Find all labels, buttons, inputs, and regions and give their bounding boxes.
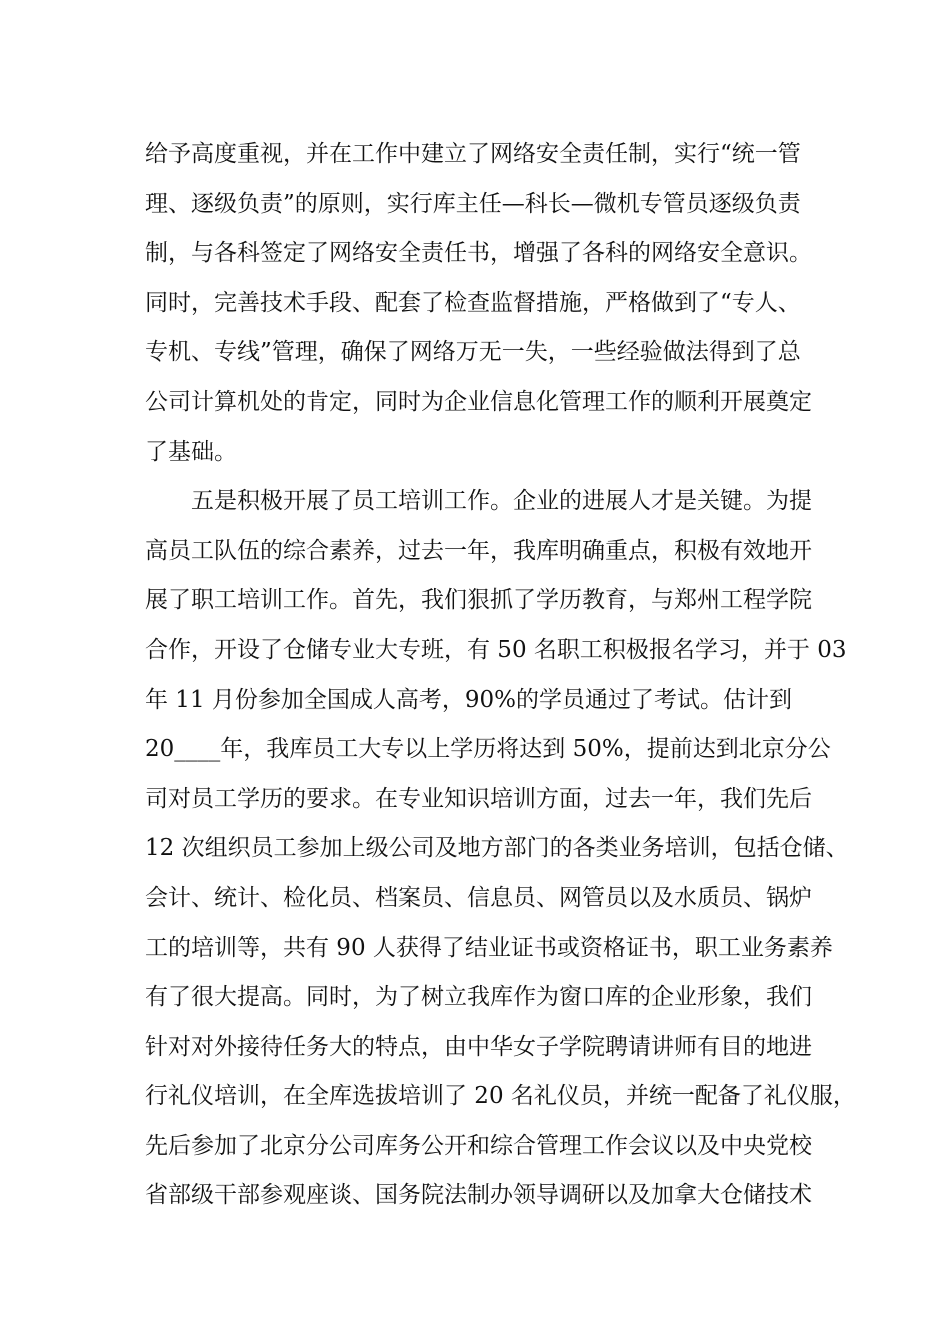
text-line: 12 次组织员工参加上级公司及地方部门的各类业务培训，包括仓储、 bbox=[145, 835, 849, 862]
body-text bbox=[145, 130, 856, 1221]
text-line: 会计、统计、检化员、档案员、信息员、网管员以及水质员、锅炉 bbox=[145, 884, 812, 911]
text-line: 合作，开设了仓储专业大专班，有 50 名职工积极报名学习，并于 03 bbox=[145, 636, 847, 663]
text-line: 给予高度重视，并在工作中建立了网络安全责任制，实行“统一管 bbox=[145, 141, 801, 167]
text-line: 专机、专线”管理，确保了网络万无一失，一些经验做法得到了总 bbox=[145, 339, 801, 366]
text-line: 先后参加了北京分公司库务公开和综合管理工作会议以及中央党校 bbox=[145, 1132, 812, 1159]
text-line: 同时，完善技术手段、配套了检查监督措施，严格做到了“专人、 bbox=[145, 289, 801, 316]
text-line: 司对员工学历的要求。在专业知识培训方面，过去一年，我们先后 bbox=[145, 785, 812, 812]
text-line: 制，与各科签定了网络安全责任书，增强了各科的网络安全意识。 bbox=[145, 240, 812, 267]
text-line: 针对对外接待任务大的特点，由中华女子学院聘请讲师有目的地进 bbox=[145, 1033, 812, 1060]
text-line: 高员工队伍的综合素养，过去一年，我库明确重点，积极有效地开 bbox=[145, 537, 812, 564]
paragraph-start-line: 五是积极开展了员工培训工作。企业的进展人才是关键。为提 bbox=[191, 488, 812, 515]
text-line: 20____年，我库员工大专以上学历将达到 50%，提前达到北京分公 bbox=[145, 736, 831, 763]
text-line: 了基础。 bbox=[145, 438, 237, 465]
text-line: 工的培训等，共有 90 人获得了结业证书或资格证书，职工业务素养 bbox=[145, 934, 833, 961]
text-line: 理、逐级负责”的原则，实行库主任—科长—微机专管员逐级负责 bbox=[145, 190, 801, 217]
text-line: 行礼仪培训，在全库选拔培训了 20 名礼仪员，并统一配备了礼仪服， bbox=[145, 1083, 856, 1110]
text-line: 公司计算机处的肯定，同时为企业信息化管理工作的顺利开展奠定 bbox=[145, 388, 812, 415]
text-line: 省部级干部参观座谈、国务院法制办领导调研以及加拿大仓储技术 bbox=[145, 1182, 812, 1209]
text-line: 有了很大提高。同时，为了树立我库作为窗口库的企业形象，我们 bbox=[145, 984, 812, 1011]
text-line: 展了职工培训工作。首先，我们狠抓了学历教育，与郑州工程学院 bbox=[145, 587, 812, 614]
text-line: 年 11 月份参加全国成人高考，90%的学员通过了考试。估计到 bbox=[145, 686, 793, 713]
